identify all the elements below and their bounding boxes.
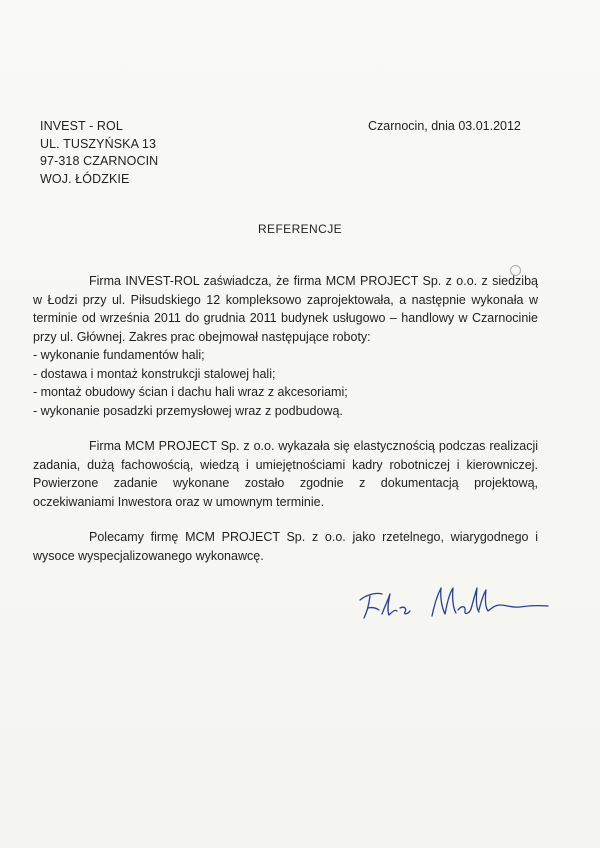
sender-postal-city: 97-318 CZARNOCIN (40, 154, 159, 168)
sender-address (40, 118, 158, 188)
sender-region: WOJ. ŁÓDZKIE (40, 171, 130, 186)
paragraph-gap (33, 511, 538, 528)
paragraph-1: Firma INVEST-ROL zaświadcza, że firma MCM PROJECT Sp. z o.o. z siedzibą w Łodzi przy ul. Piłsudskiego 12 kompleksowo zaprojektowała, a następnie wykonała w terminie od września 2011 do grudnia 2011 budynek usługowo – handlowy w Czarnocinie przy ul. Głównej. Zakres prac obejmował następujące roboty: (33, 274, 538, 344)
sender-street: UL. TUSZYŃSKA 13 (40, 136, 156, 151)
place-date: Czarnocin, dnia 03.01.2012 (368, 119, 521, 133)
works-list (33, 346, 538, 420)
paragraph-3: Polecamy firmę MCM PROJECT Sp. z o.o. jako rzetelnego, wiarygodnego i wysoce wyspecjalizowanego wykonawcę. (33, 530, 538, 563)
works-list-item: - wykonanie fundamentów hali; (33, 348, 205, 362)
paragraph-gap (33, 420, 538, 437)
works-list-item: - montaż obudowy ścian i dachu hali wraz z akcesoriami; (33, 385, 348, 399)
paragraph-2: Firma MCM PROJECT Sp. z o.o. wykazała się elastycznością podczas realizacji zadania, dużą fachowością, wiedzą i umiejętnościami kadry robotniczej i kierowniczej. Powierzone zadanie wykonane zostało zgodnie z dokumentacją projektową, oczekiwaniami Inwestora oraz w umownym terminie. (33, 439, 538, 509)
document-title: REFERENCJE (257, 222, 342, 236)
letter-body (33, 272, 538, 565)
sender-company: INVEST - ROL (40, 119, 123, 133)
handwritten-signature (352, 578, 562, 628)
works-list-item: - dostawa i montaż konstrukcji stalowej hali; (33, 366, 276, 381)
works-list-item: - wykonanie posadzki przemysłowej wraz z podbudową. (33, 403, 343, 418)
